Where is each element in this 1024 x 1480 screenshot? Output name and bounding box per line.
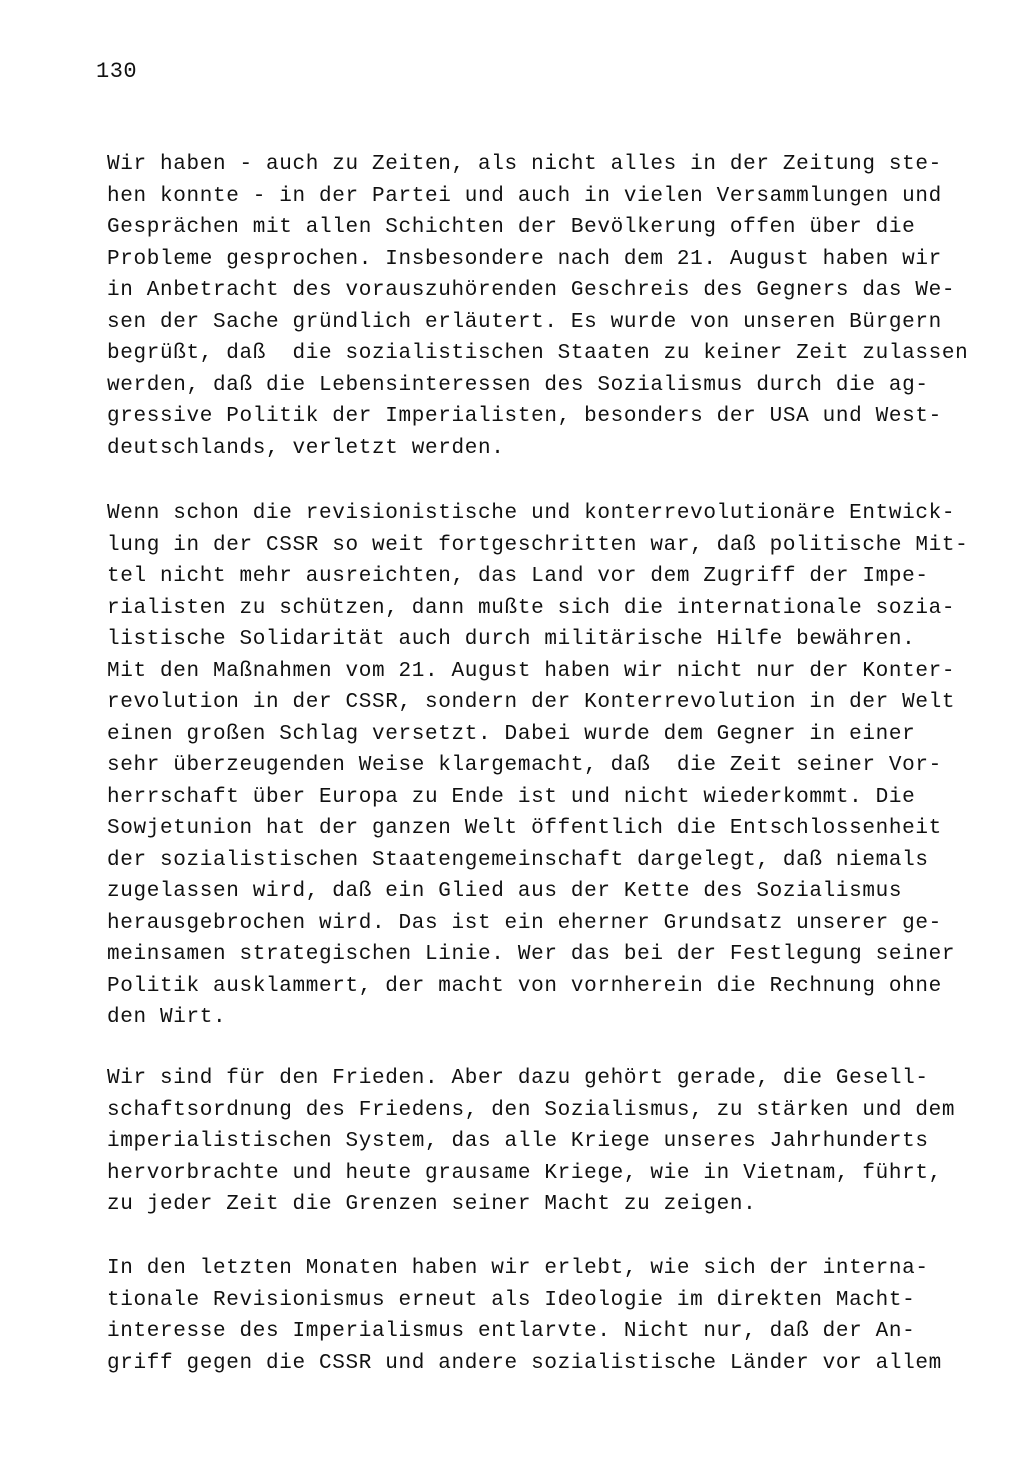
paragraph-3	[107, 1063, 955, 1221]
text-line: Politik ausklammert, der macht von vornherein die Rechnung ohne	[107, 974, 942, 998]
text-line: zu jeder Zeit die Grenzen seiner Macht zu zeigen.	[107, 1193, 757, 1216]
text-line: sehr überzeugenden Weise klargemacht, daß die Zeit seiner Vor-	[107, 754, 942, 777]
text-line: revolution in der CSSR, sondern der Konterrevolution in der Welt	[107, 691, 956, 714]
text-line: meinsamen strategischen Linie. Wer das bei der Festlegung seiner	[107, 943, 956, 966]
text-line: sen der Sache gründlich erläutert. Es wurde von unseren Bürgern	[107, 310, 942, 334]
text-line: herrschaft über Europa zu Ende ist und nicht wiederkommt. Die	[107, 785, 916, 809]
text-line: rialisten zu schützen, dann mußte sich die internationale sozia-	[107, 596, 956, 620]
page-number: 130	[96, 59, 138, 84]
text-line: hervorbrachte und heute grausame Kriege, wie in Vietnam, führt,	[107, 1161, 942, 1185]
text-line: schaftsordnung des Friedens, den Sozialismus, zu stärken und dem	[107, 1098, 956, 1122]
text-line: interesse des Imperialismus entlarvte. Nicht nur, daß der An-	[107, 1320, 916, 1343]
text-line: den Wirt.	[107, 1006, 227, 1029]
text-line: gressive Politik der Imperialisten, besonders der USA und West-	[107, 405, 942, 428]
paragraph-4	[107, 1253, 942, 1379]
text-line: deutschlands, verletzt werden.	[107, 436, 505, 460]
text-line: Wir sind für den Frieden. Aber dazu gehört gerade, die Gesell-	[107, 1067, 929, 1090]
text-line: griff gegen die CSSR und andere sozialistische Länder vor allem	[107, 1351, 942, 1375]
paragraph-1	[107, 149, 968, 464]
text-line: einen großen Schlag versetzt. Dabei wurde dem Gegner in einer	[107, 722, 916, 746]
text-line: werden, daß die Lebensinteressen des Sozialismus durch die ag-	[107, 373, 929, 397]
text-line: tel nicht mehr ausreichten, das Land vor dem Zugriff der Impe-	[107, 565, 929, 588]
text-line: Sowjetunion hat der ganzen Welt öffentlich die Entschlossenheit	[107, 817, 942, 840]
text-line: zugelassen wird, daß ein Glied aus der Kette des Sozialismus	[107, 880, 903, 903]
text-line: listische Solidarität auch durch militärische Hilfe bewähren.	[107, 628, 916, 651]
text-line: begrüßt, daß die sozialistischen Staaten zu keiner Zeit zulassen	[107, 342, 969, 365]
paragraph-2	[107, 498, 968, 1034]
text-line: Probleme gesprochen. Insbesondere nach dem 21. August haben wir	[107, 247, 942, 271]
text-line: herausgebrochen wird. Das ist ein eherner Grundsatz unserer ge-	[107, 911, 942, 935]
text-line: imperialistischen System, das alle Kriege unseres Jahrhunderts	[107, 1130, 929, 1153]
text-line: hen konnte - in der Partei und auch in vielen Versammlungen und	[107, 184, 942, 208]
text-line: Wenn schon die revisionistische und konterrevolutionäre Entwick-	[107, 502, 956, 525]
text-line: Wir haben - auch zu Zeiten, als nicht alles in der Zeitung ste-	[107, 153, 942, 176]
text-line: In den letzten Monaten haben wir erlebt, wie sich der interna-	[107, 1257, 929, 1280]
text-line: tionale Revisionismus erneut als Ideologie im direkten Macht-	[107, 1288, 916, 1312]
text-line: in Anbetracht des vorauszuhörenden Geschreis des Gegners das We-	[107, 279, 956, 302]
text-line: Mit den Maßnahmen vom 21. August haben wir nicht nur der Konter-	[107, 659, 956, 683]
text-line: lung in der CSSR so weit fortgeschritten war, daß politische Mit-	[107, 533, 969, 557]
text-line: Gesprächen mit allen Schichten der Bevölkerung offen über die	[107, 216, 916, 239]
text-line: der sozialistischen Staatengemeinschaft dargelegt, daß niemals	[107, 848, 929, 872]
